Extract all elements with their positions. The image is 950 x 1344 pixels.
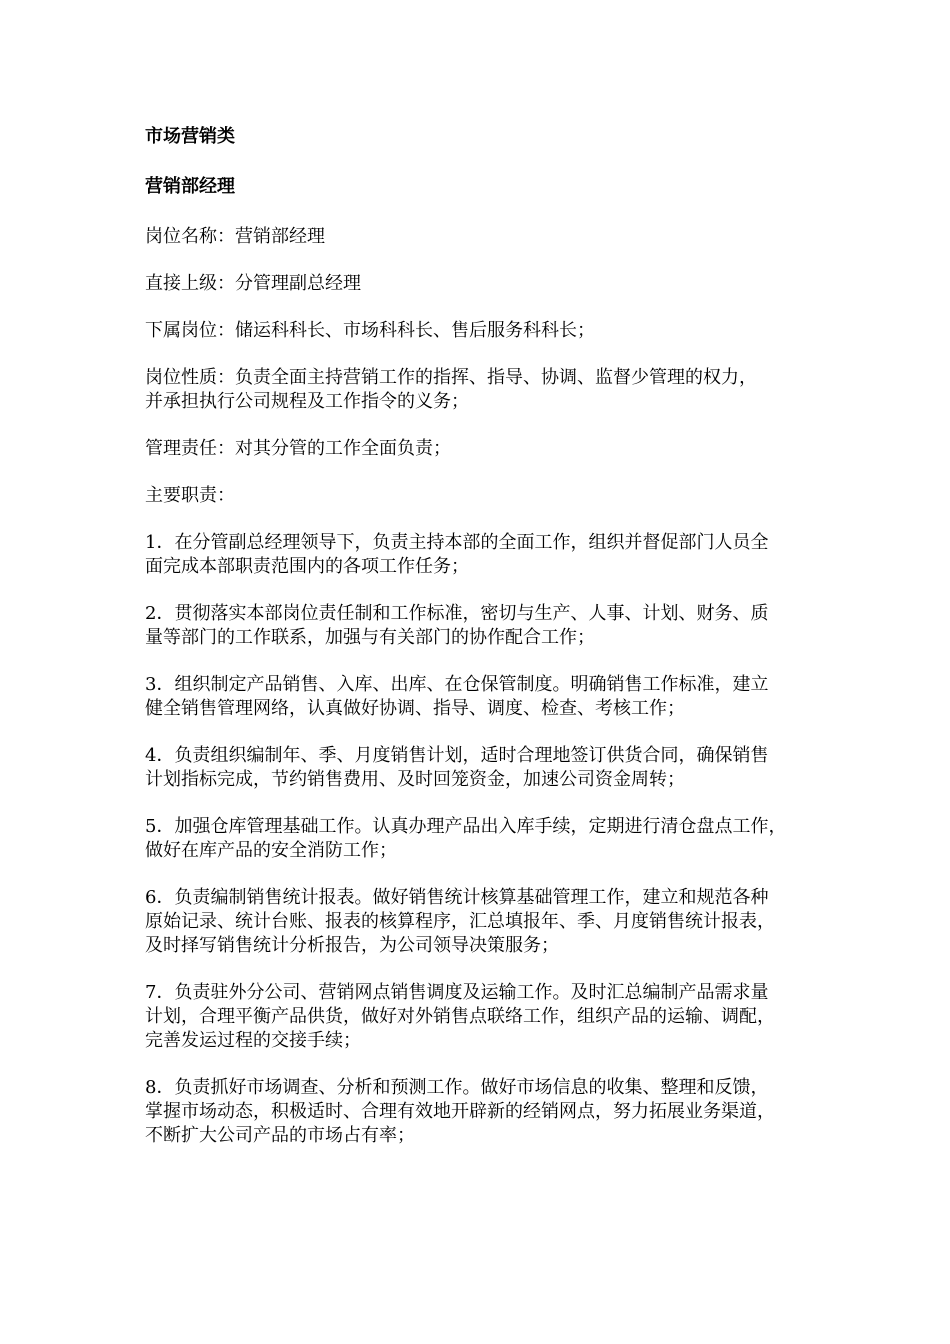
duty-item-7 xyxy=(145,981,815,1053)
text-line: 面完成本部职责范围内的各项工作任务； xyxy=(145,556,469,577)
text-line: 2．贯彻落实本部岗位责任制和工作标准，密切与生产、人事、计划、财务、质 xyxy=(145,603,769,624)
field-management-responsibility: 管理责任：对其分管的工作全面负责； xyxy=(145,438,451,459)
duty-item-1 xyxy=(145,531,815,579)
text-line: 及时择写销售统计分析报告，为公司领导决策服务； xyxy=(145,935,559,956)
document-body xyxy=(145,125,815,1171)
text-line: 8．负责抓好市场调查、分析和预测工作。做好市场信息的收集、整理和反馈， xyxy=(145,1077,769,1098)
position-title: 营销部经理 xyxy=(145,176,235,197)
text-line: 不断扩大公司产品的市场占有率； xyxy=(145,1125,415,1146)
text-line: 掌握市场动态，积极适时、合理有效地开辟新的经销网点，努力拓展业务渠道， xyxy=(145,1101,775,1122)
text-line: 原始记录、统计台账、报表的核算程序，汇总填报年、季、月度销售统计报表， xyxy=(145,911,775,932)
text-line: 计划，合理平衡产品供货，做好对外销售点联络工作，组织产品的运输、调配， xyxy=(145,1006,775,1027)
duty-item-2 xyxy=(145,602,815,650)
text-line: 完善发运过程的交接手续； xyxy=(145,1030,361,1051)
duty-item-4 xyxy=(145,744,815,792)
field-position-nature xyxy=(145,366,815,414)
duty-item-6 xyxy=(145,886,815,958)
text-line: 1．在分管副总经理领导下，负责主持本部的全面工作，组织并督促部门人员全 xyxy=(145,532,769,553)
duty-item-3 xyxy=(145,673,815,721)
duty-item-8 xyxy=(145,1076,815,1148)
text-line: 健全销售管理网络，认真做好协调、指导、调度、检查、考核工作； xyxy=(145,698,685,719)
field-subordinate-positions: 下属岗位：储运科科长、市场科科长、售后服务科科长； xyxy=(145,320,595,341)
text-line: 做好在库产品的安全消防工作； xyxy=(145,840,397,861)
text-line: 3．组织制定产品销售、入库、出库、在仓保管制度。明确销售工作标准，建立 xyxy=(145,674,769,695)
text-line: 5．加强仓库管理基础工作。认真办理产品出入库手续，定期进行清仓盘点工作， xyxy=(145,816,787,837)
text-line: 并承担执行公司规程及工作指令的义务； xyxy=(145,391,469,412)
text-line: 6．负责编制销售统计报表。做好销售统计核算基础管理工作，建立和规范各种 xyxy=(145,887,769,908)
field-direct-superior: 直接上级：分管理副总经理 xyxy=(145,273,361,294)
field-position-name: 岗位名称：营销部经理 xyxy=(145,226,325,247)
category-title: 市场营销类 xyxy=(145,126,235,147)
duty-item-5 xyxy=(145,815,815,863)
text-line: 4．负责组织编制年、季、月度销售计划，适时合理地签订供货合同，确保销售 xyxy=(145,745,769,766)
text-line: 量等部门的工作联系，加强与有关部门的协作配合工作； xyxy=(145,627,595,648)
text-line: 岗位性质：负责全面主持营销工作的指挥、指导、协调、监督少管理的权力， xyxy=(145,367,757,388)
text-line: 计划指标完成，节约销售费用、及时回笼资金，加速公司资金周转； xyxy=(145,769,685,790)
text-line: 7．负责驻外分公司、营销网点销售调度及运输工作。及时汇总编制产品需求量 xyxy=(145,982,769,1003)
field-main-duties-label: 主要职责： xyxy=(145,485,235,506)
